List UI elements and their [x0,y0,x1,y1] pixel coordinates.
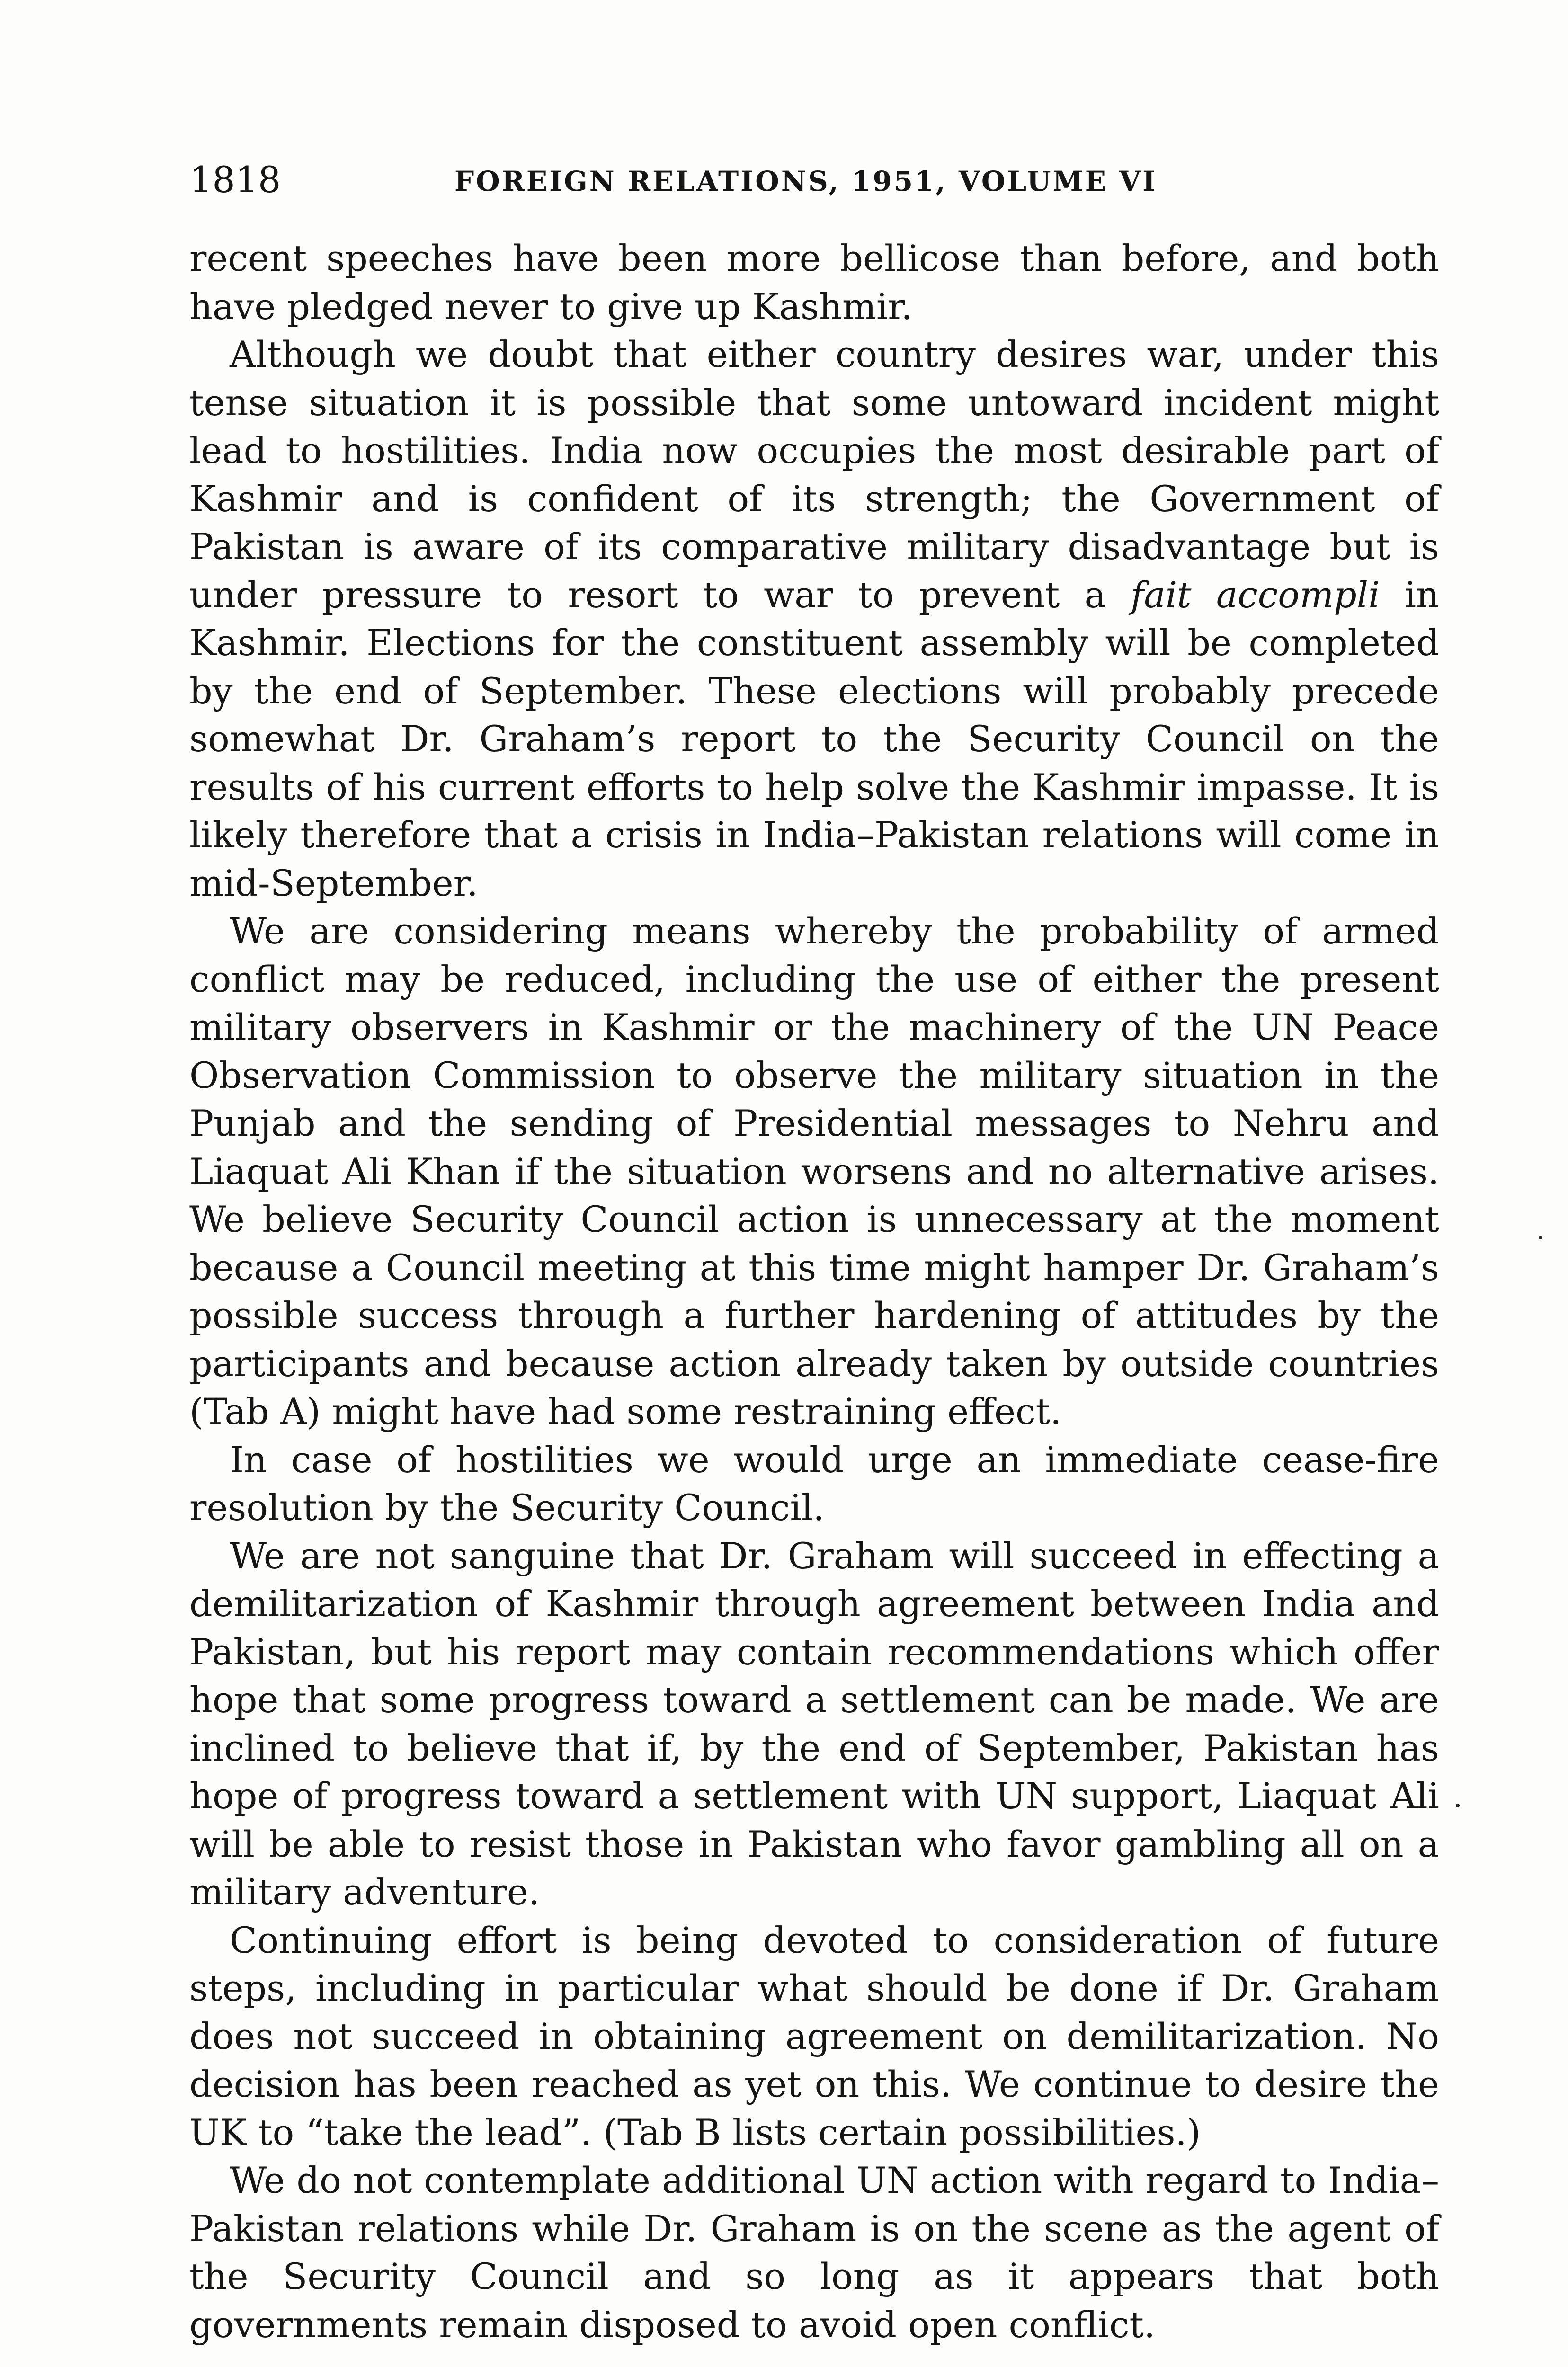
page-number: 1818 [189,159,281,201]
paragraph-2 [189,330,1439,907]
paragraph-4: In case of hostilities we would urge an immediate cease-fire resolution by the Security Council. [189,1438,1439,1529]
scan-speck [1456,1804,1460,1807]
scan-speck [1539,1236,1542,1239]
paragraph-1: recent speeches have been more bellicose than before, and both have pledged never to give up Kashmir. [189,237,1439,328]
italic-phrase: fait accompli [1131,573,1380,616]
paragraph-7: We do not contemplate additional UN action with regard to India–Pakistan relations while Dr. Graham is on the scene as the agent of the Security Council and so long as it appears that both governments remain disposed to avoid open conflict. [189,2159,1439,2346]
paragraph-6: Continuing effort is being devoted to consideration of future steps, including in particular what should be done if Dr. Graham does not succeed in obtaining agreement on demilitarization. No decision has been reached as yet on this. We continue to desire the UK to “take the lead”. (Tab B lists certain possibilities.) [189,1919,1439,2153]
paragraph-5: We are not sanguine that Dr. Graham will succeed in effecting a demilitarization of Kashmir through agreement between India and Pakistan, but his report may contain recommendations which offer hope that some progress toward a settlement can be made. We are inclined to believe that if, by the end of September, Pakistan has hope of progress toward a settlement with UN support, Liaquat Ali will be able to resist those in Pakistan who favor gambling all on a military adventure. [189,1534,1439,1913]
page-header [189,156,1439,204]
paragraph-2-tail: in Kashmir. Elections for the constituent assembly will be completed by the end of September. These elections will probably precede somewhat Dr. Graham’s report to the Security Council on the results of his current efforts to help solve the Kashmir impasse. It is likely therefore that a crisis in India–Pakistan relations will come in mid-September. [189,573,1439,904]
paragraph-2-lead: Although we doubt that either country desires war, under this tense situation it is possible that some untoward incident might lead to hostilities. India now occupies the most desirable part of Kashmir and is confident of its strength; the Government of Pakistan is aware of its comparative military disadvantage but is under pressure to resort to war to prevent a [189,333,1439,616]
paragraph-3: We are considering means whereby the probability of armed conflict may be reduced, including the use of either the present military observers in Kashmir or the machinery of the UN Peace Observation Commission to observe the military situation in the Punjab and the sending of Presidential messages to Nehru and Liaquat Ali Khan if the situation worsens and no alternative arises. We believe Security Council action is unnecessary at the moment because a Council meeting at this time might hamper Dr. Graham’s possible success through a further hardening of attitudes by the participants and because action already taken by outside countries (Tab A) might have had some restraining effect. [189,910,1439,1433]
body-text [189,234,1439,2349]
running-head: FOREIGN RELATIONS, 1951, VOLUME VI [454,165,1158,197]
